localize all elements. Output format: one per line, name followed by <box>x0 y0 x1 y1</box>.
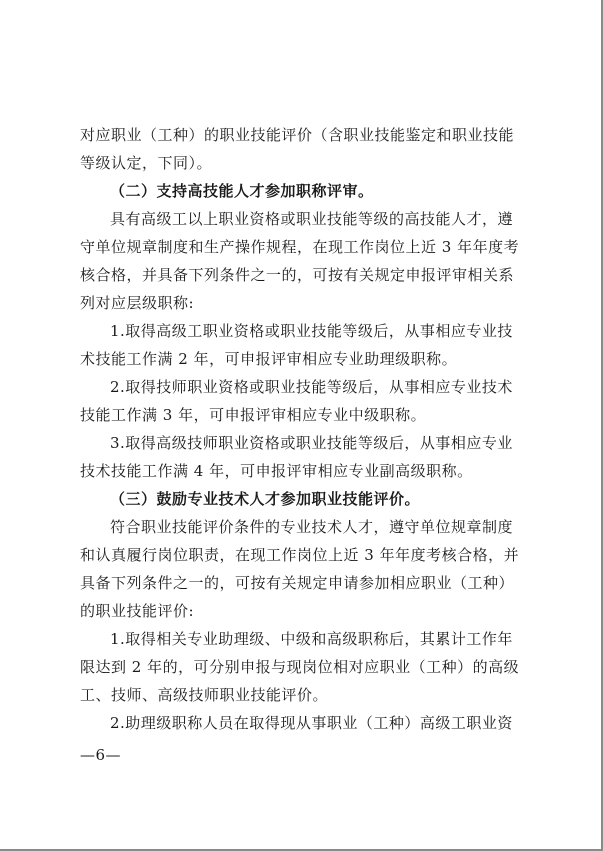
body-line-16: 和认真履行岗位职责，在现工作岗位上近 3 年年度考核合格，并 <box>80 546 520 564</box>
body-line-8: 1.取得高级工职业资格或职业技能等级后，从事相应专业技 <box>110 322 513 340</box>
body-line-9: 术技能工作满 2 年，可申报评审相应专业助理级职称。 <box>80 350 458 368</box>
body-line-15: 符合职业技能评价条件的专业技术人才，遵守单位规章制度 <box>110 518 514 536</box>
section-heading-2: （二）支持高技能人才参加职称评审。 <box>110 182 374 200</box>
body-line-13: 技术技能工作满 4 年，可申报评审相应专业副高级职称。 <box>80 462 473 480</box>
body-line-21: 工、技师、高级技师职业技能评价。 <box>80 686 329 704</box>
body-line-12: 3.取得高级技师职业资格或职业技能等级后，从事相应专业 <box>110 434 513 452</box>
body-line-10: 2.取得技师职业资格或职业技能等级后，从事相应专业技术 <box>110 378 513 396</box>
section-heading-3: （三）鼓励专业技术人才参加职业技能评价。 <box>110 490 421 508</box>
body-line-20: 限达到 2 年的，可分别申报与现岗位相对应职业（工种）的高级 <box>80 658 520 676</box>
body-line-11: 技能工作满 3 年，可申报评审相应专业中级职称。 <box>80 406 427 424</box>
body-line-2: 等级认定，下同）。 <box>80 154 213 172</box>
body-line-7: 列对应层级职称: <box>80 294 195 312</box>
body-line-17: 具备下列条件之一的，可按有关规定申请参加相应职业（工种） <box>80 574 515 592</box>
body-line-6: 核合格，并具备下列条件之一的，可按有关规定申报评审相关系 <box>80 266 515 284</box>
page-number: —6— <box>80 746 122 764</box>
body-line-22: 2.助理级职称人员在取得现从事职业（工种）高级工职业资 <box>110 714 513 732</box>
body-line-5: 守单位规章制度和生产操作规程，在现工作岗位上近 3 年年度考 <box>80 238 520 256</box>
body-line-19: 1.取得相关专业助理级、中级和高级职称后，其累计工作年 <box>110 630 513 648</box>
body-line-4: 具有高级工以上职业资格或职业技能等级的高技能人才，遵 <box>110 210 514 228</box>
body-line-1: 对应职业（工种）的职业技能评价（含职业技能鉴定和职业技能 <box>80 126 515 144</box>
body-line-18: 的职业技能评价: <box>80 602 195 620</box>
